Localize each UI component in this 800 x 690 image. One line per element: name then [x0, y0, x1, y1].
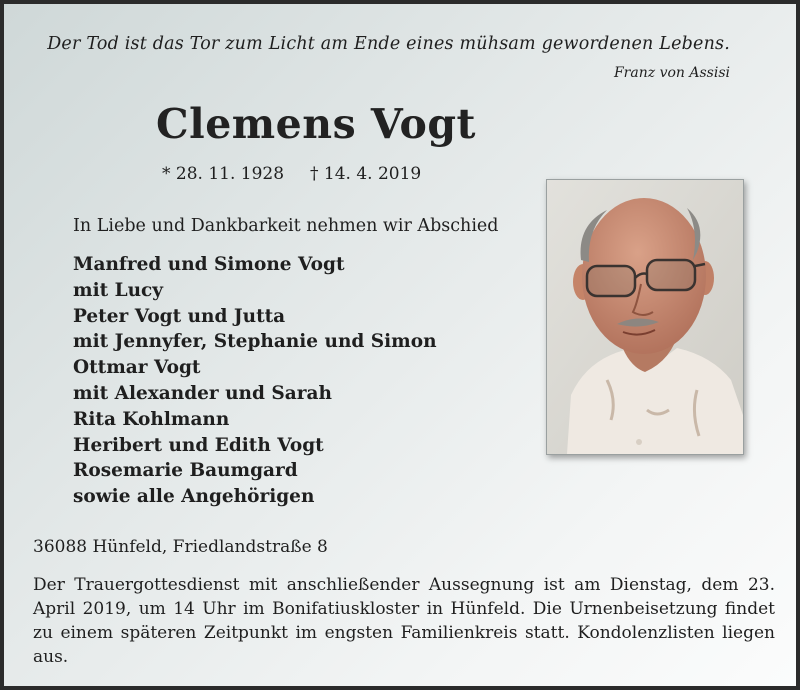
mourner-line: Rita Kohlmann	[73, 408, 230, 430]
quote: Der Tod ist das Tor zum Licht am Ende eines mühsam gewordenen Lebens.	[47, 34, 730, 54]
death-date: † 14. 4. 2019	[310, 164, 422, 184]
address: 36088 Hünfeld, Friedlandstraße 8	[33, 537, 328, 557]
portrait-photo	[546, 179, 744, 455]
mourner-line: Ottmar Vogt	[73, 357, 201, 379]
birth-date: * 28. 11. 1928	[162, 164, 285, 184]
service-info: Der Trauergottesdienst mit anschließender Aussegnung ist am Dienstag, dem 23. April 2019, um 14 Uhr im Bonifatiuskloster in Hünfeld. Die Urnenbeisetzung findet zu einem späteren Zeitpunkt im engsten Familienkreis statt. Kondolenzlisten liegen aus.	[33, 575, 775, 667]
deceased-name: Clemens Vogt	[156, 100, 476, 148]
mourner-line: Rosemarie Baumgard	[73, 460, 298, 482]
farewell-line: In Liebe und Dankbarkeit nehmen wir Abschied	[73, 216, 499, 236]
portrait-illustration	[547, 180, 743, 454]
quote-author: Franz von Assisi	[613, 65, 730, 81]
mourner-line: Heribert und Edith Vogt	[73, 434, 324, 456]
mourners-list	[73, 252, 437, 510]
mourner-line: mit Alexander und Sarah	[73, 382, 332, 404]
mourner-line: mit Jennyfer, Stephanie und Simon	[73, 331, 437, 353]
mourner-line: Peter Vogt und Jutta	[73, 305, 286, 327]
mourner-line: sowie alle Angehörigen	[73, 486, 315, 508]
mourner-line: Manfred und Simone Vogt	[73, 254, 345, 275]
mourner-line: mit Lucy	[73, 279, 164, 301]
